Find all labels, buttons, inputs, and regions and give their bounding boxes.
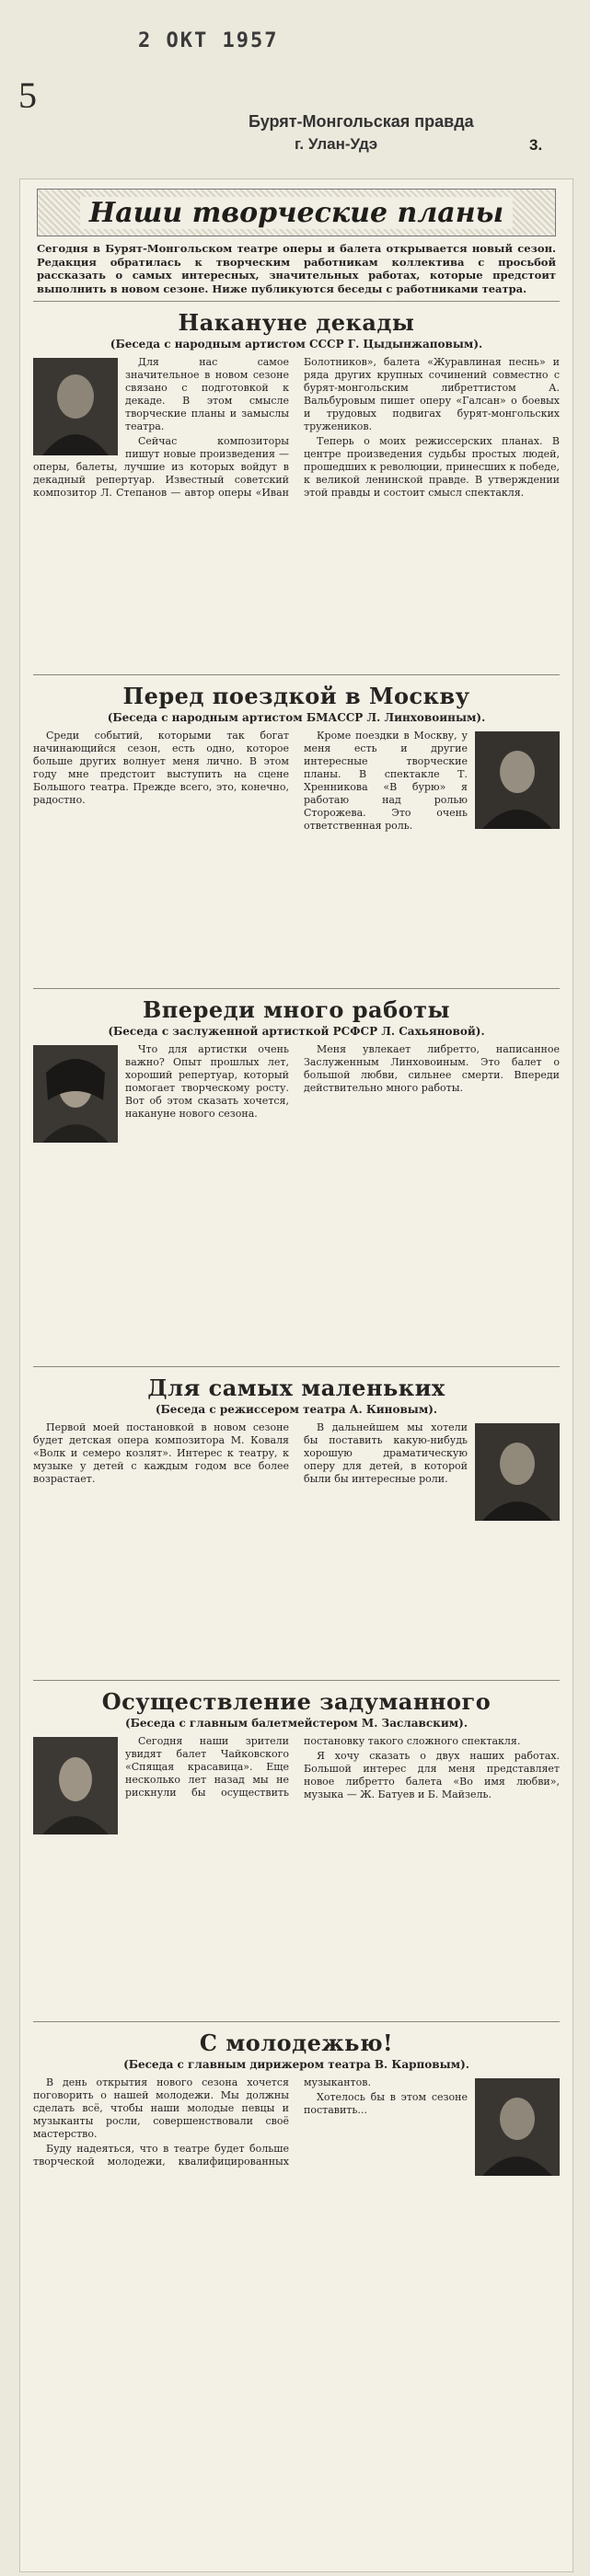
handwritten-mark: 5 [18, 75, 37, 116]
banner-title: Наши творческие планы [80, 197, 513, 229]
article-body [33, 2076, 560, 2168]
article-section [33, 1366, 560, 1674]
article-section [33, 674, 560, 983]
portrait-photo [33, 1737, 118, 1834]
article-subtitle: (Беседа с народным артистом БМАССР Л. Линховоиным). [107, 711, 486, 724]
portrait-photo [475, 2078, 560, 2176]
article-subtitle: (Беседа с режиссером театра А. Киновым). [155, 1403, 438, 1416]
article-subtitle: (Беседа с главным дирижером театра В. Карповым). [123, 2058, 469, 2071]
article-body [33, 1043, 560, 1121]
article-title: Впереди много работы [142, 996, 451, 1023]
paragraph: Я хочу сказать о двух наших работах. Большой интерес для меня представляет новое либретто балета «Во имя любви», музыка — Ж. Батуев и Б. Майзель. [304, 1750, 560, 1800]
article-section [33, 2021, 560, 2320]
intro-paragraph: Сегодня в Бурят-Монгольском театре оперы и балета открывается новый сезон. Редакция обратилась к творческим работникам коллектива с просьбой рассказать о самых интересных, значительных работах, которые предстоит выполнить в новом сезоне. Ниже публикуются беседы с работниками театра. [37, 242, 556, 295]
article-title: Для самых маленьких [147, 1374, 445, 1401]
paragraph: Хотелось бы в этом сезоне поставить... [304, 2091, 468, 2116]
paragraph: Что для артистки очень важно? Опыт прошлых лет, хороший репертуар, который помогает творческому росту. Вот об этом сказать хочется, накануне нового сезона. [125, 1043, 289, 1120]
paragraph: В день открытия нового сезона хочется поговорить о нашей молодежи. Мы должны сделать всё, чтобы наши молодые певцы и музыканты росли, совершенствовали своё мастерство. [33, 2076, 289, 2140]
article-section [33, 1680, 560, 2016]
date-stamp: 2 ОКТ 1957 [138, 29, 279, 52]
banner [37, 189, 556, 236]
article-title: С молодежью! [199, 2030, 394, 2056]
article-title: Осуществление задуманного [101, 1688, 492, 1715]
portrait-photo [33, 1045, 118, 1143]
article-body [33, 1735, 560, 1808]
paragraph: Для нас самое значительное в новом сезоне связано с подготовкой к декаде. В этом смысле творческие планы и замыслы театра. [125, 356, 289, 432]
article-section [33, 301, 560, 669]
article-title: Перед поездкой в Москву [122, 683, 470, 709]
paragraph: Сейчас композиторы пишут новые произведения — оперы, балеты, лучшие из которых войдут в декадный репертуар. Известный советский композитор Л. Степанов — автор оперы «Иван Болотников», балета «Журавлиная песнь» и ряда других крупных сочинений совместно с бурят-монгольским либреттистом А. Вальбуровым пишет оперу «Галсан» о боевых и трудовых подвигах бурят-монгольских тружеников. [33, 356, 560, 499]
article-subtitle: (Беседа с заслуженной артисткой РСФСР Л. Сахьяновой). [108, 1025, 485, 1038]
page-number: 3. [529, 136, 543, 154]
paragraph: Буду надеяться, что в театре будет больше творческой молодежи, квалифицированных музыкантов. [33, 2076, 371, 2168]
paragraph: В дальнейшем мы хотели бы поставить какую-нибудь хорошую драматическую оперу для детей, в которой были бы интересные роли. [304, 1421, 468, 1485]
article-body [33, 730, 560, 833]
newspaper-clipping [20, 179, 573, 2571]
paragraph: Среди событий, которыми так богат начинающийся сезон, есть одно, которое больше других волнует меня лично. В этом году мне предстоит выступить на сцене Большого театра. Прежде всего, это, конечно, радостно. [33, 730, 289, 806]
portrait-photo [475, 731, 560, 829]
article-body [33, 1421, 560, 1506]
article-title: Накануне декады [178, 309, 415, 336]
paragraph: Меня увлекает либретто, написанное Заслуженным Линховоиным. Это балет о большой любви, сильнее смерти. Впереди действительно много работы. [304, 1043, 560, 1094]
paragraph: Первой моей постановкой в новом сезоне будет детская опера композитора М. Коваля «Волк и семеро козлят». Интерес к театру, к музыке у детей с каждым годом все более возрастает. [33, 1421, 289, 1485]
portrait-photo [33, 358, 118, 455]
newspaper-name: Бурят-Монгольская правда [249, 112, 474, 131]
portrait-photo [475, 1423, 560, 1521]
paragraph: Теперь о моих режиссерских планах. В центре произведения судьбы простых людей, прошедших к революции, принесших к победе, к великой ленинской правде. В утверждении этой правды и состоит смысл спектакля. [304, 435, 560, 499]
article-body [33, 356, 560, 500]
paragraph: Кроме поездки в Москву, у меня есть и другие интересные творческие планы. В спектакле Т. Хренникова «В бурю» я работаю над ролью Сторожева. Это очень ответственная роль. [304, 730, 468, 832]
article-section [33, 988, 560, 1361]
newspaper-city: г. Улан-Удэ [295, 135, 378, 153]
article-subtitle: (Беседа с главным балетмейстером М. Заславским). [124, 1717, 469, 1730]
paragraph: Сегодня наши зрители увидят балет Чайковского «Спящая красавица». Еще несколько лет назад мы не рискнули бы осуществить постановку такого сложного спектакля. [125, 1735, 521, 1799]
article-subtitle: (Беседа с народным артистом СССР Г. Цыдынжаповым). [110, 338, 483, 351]
